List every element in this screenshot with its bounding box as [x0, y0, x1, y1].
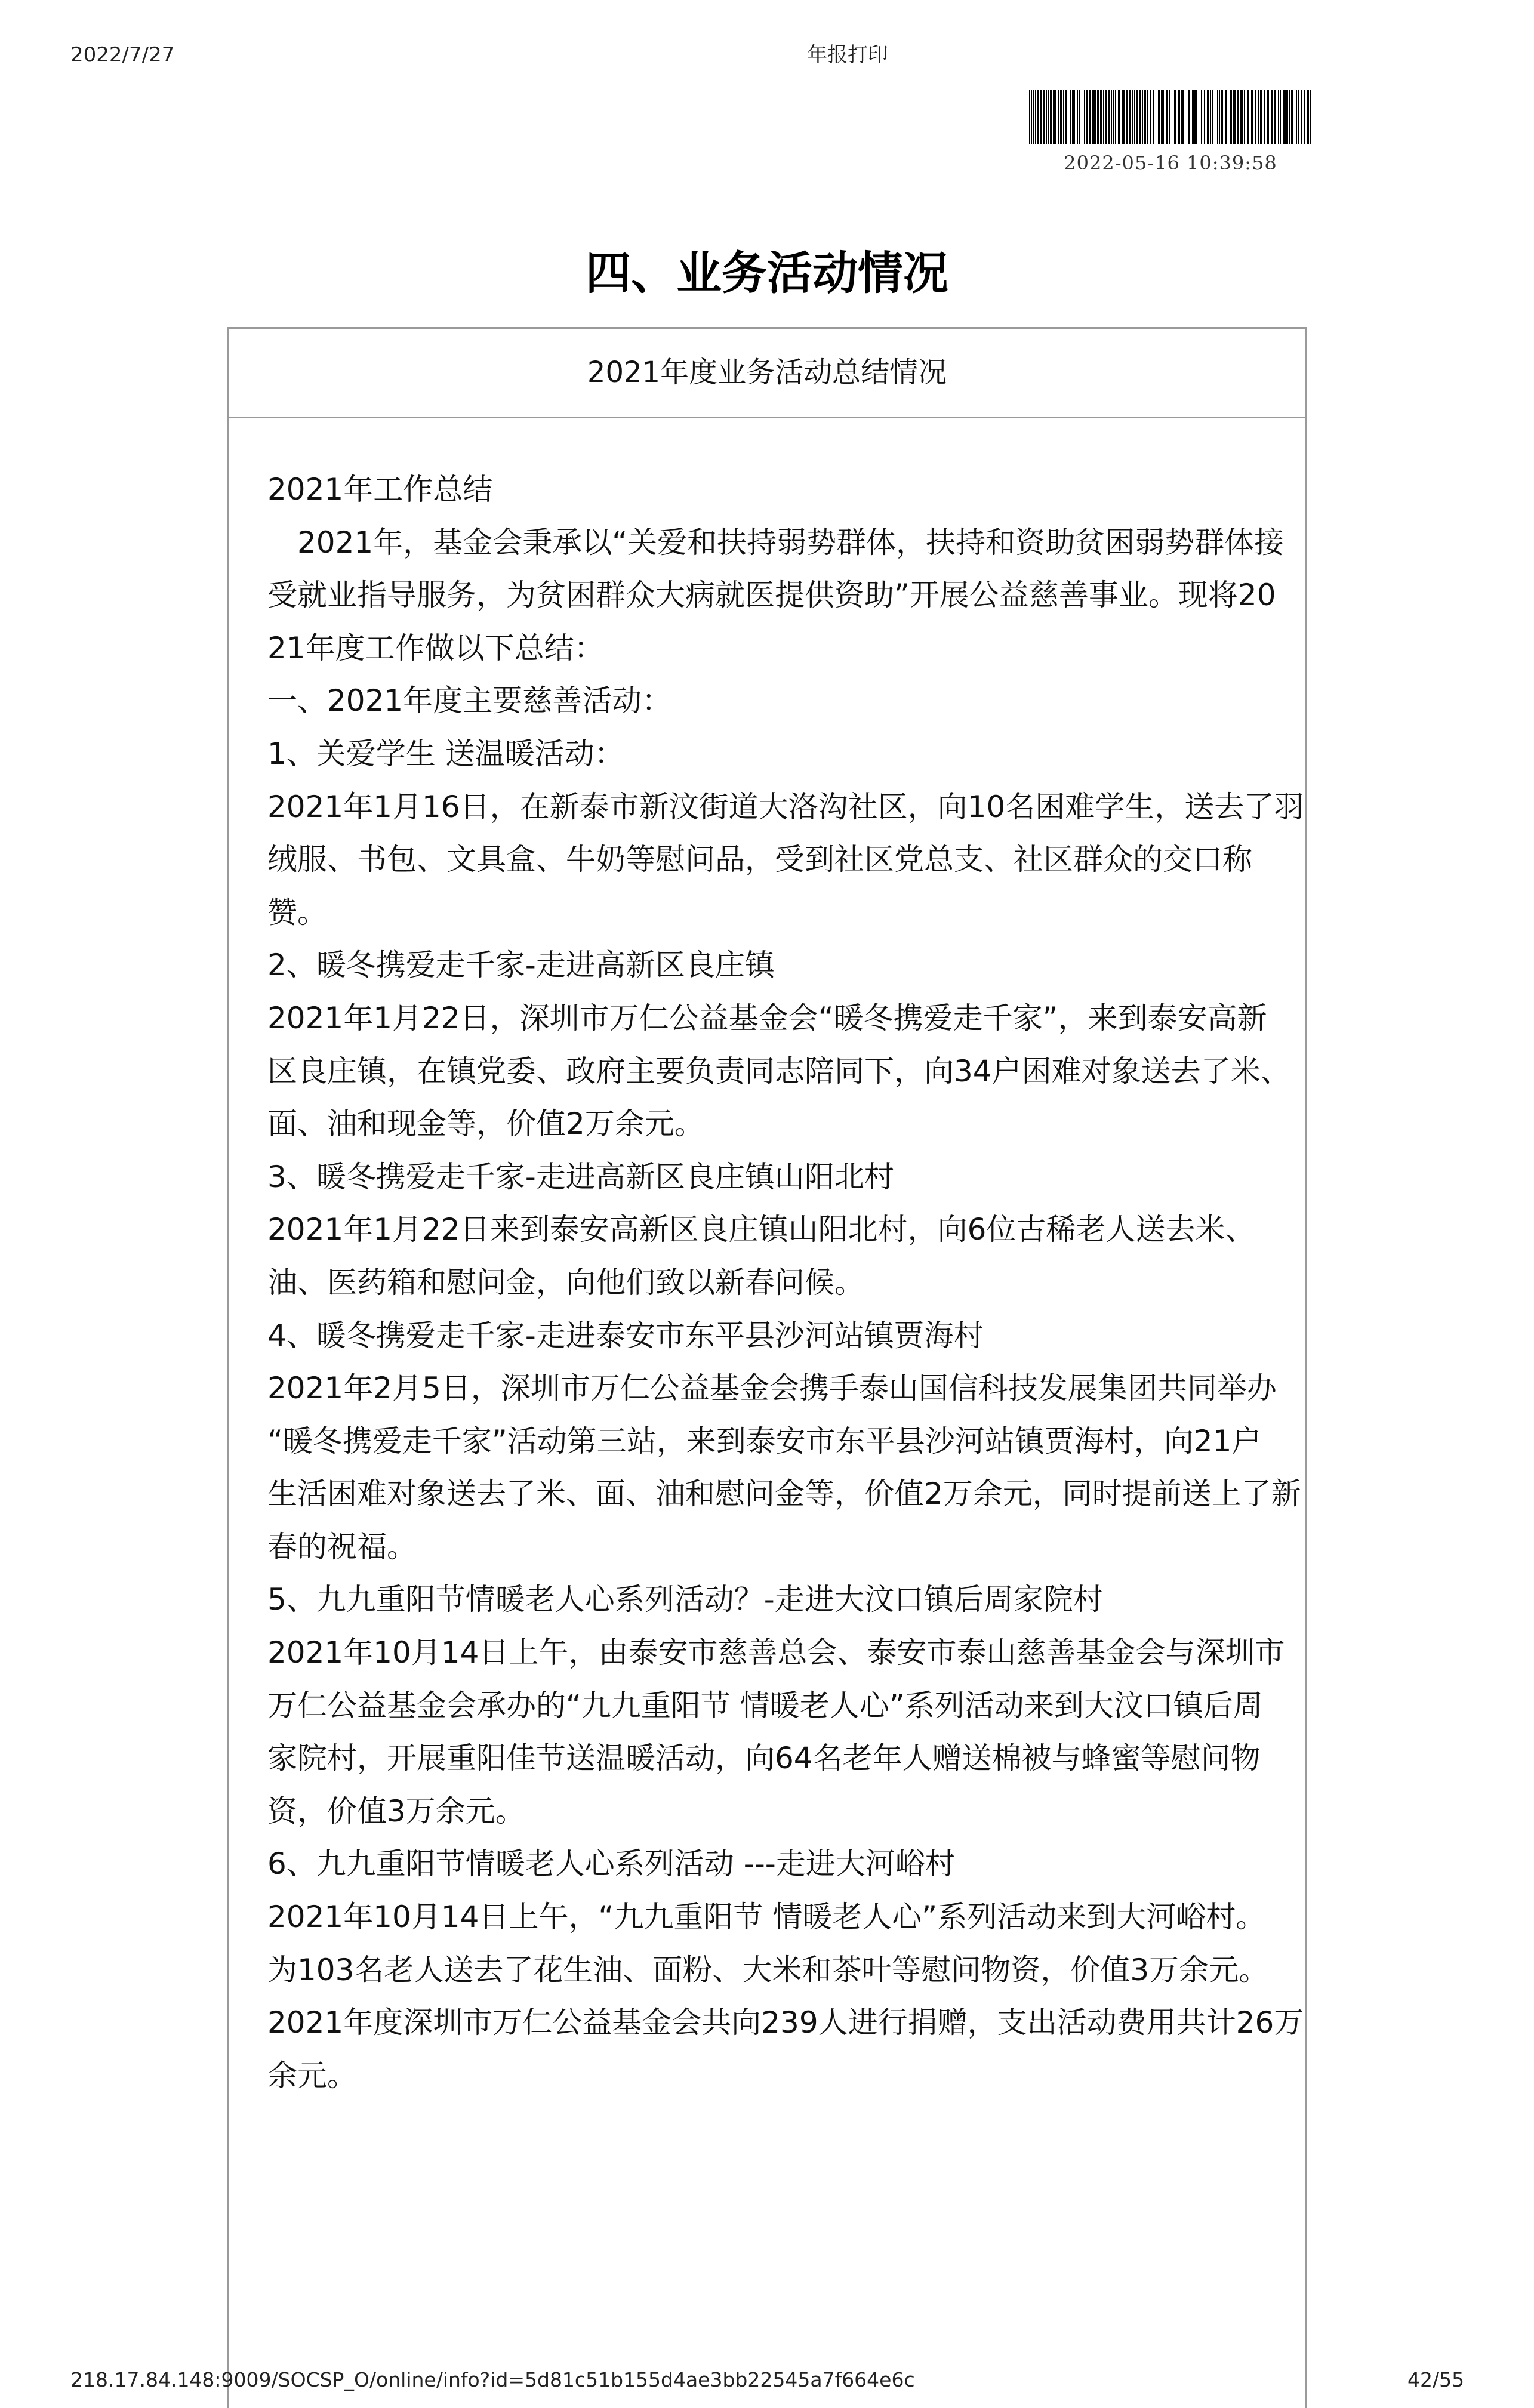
print-header-title: 年报打印: [807, 43, 888, 67]
text-line: 受就业指导服务，为贫困群众大病就医提供资助”开展公益慈善事业。现将20: [267, 578, 1276, 613]
summary-table: [227, 327, 1307, 2408]
summary-body: [267, 463, 1304, 2102]
text-line: 绒服、书包、文具盒、牛奶等慰问品，受到社区党总支、社区群众的交口称: [267, 842, 1252, 877]
text-line: 一、2021年度主要慈善活动：: [267, 683, 672, 719]
footer-url: 218.17.84.148:9009/SOCSP_O/online/info?id=5d81c51b155d4ae3bb22545a7f664e6c: [70, 2368, 915, 2391]
text-line: 为103名老人送去了花生油、面粉、大米和茶叶等慰问物资，价值3万余元。: [267, 1952, 1269, 1987]
barcode-icon: [1028, 90, 1313, 144]
text-line: 6、九九重阳节情暖老人心系列活动 ---走进大河峪村: [267, 1846, 955, 1882]
text-line: 油、医药箱和慰问金，向他们致以新春问候。: [267, 1265, 864, 1300]
text-line: 2021年10月14日上午，由泰安市慈善总会、泰安市泰山慈善基金会与深圳市: [267, 1635, 1285, 1670]
text-line: 资，价值3万余元。: [267, 1793, 525, 1829]
text-line: 4、暖冬携爱走千家-走进泰安市东平县沙河站镇贾海村: [267, 1318, 984, 1353]
text-line: 2021年，基金会秉承以“关爱和扶持弱势群体，扶持和资助贫困弱势群体接: [267, 525, 1285, 560]
page-number: 42/55: [1407, 2368, 1465, 2391]
text-line: 3、暖冬携爱走千家-走进高新区良庄镇山阳北村: [267, 1159, 894, 1194]
text-line: 21年度工作做以下总结：: [267, 630, 604, 665]
text-line: 2021年1月16日，在新泰市新汶街道大洛沟社区，向10名困难学生，送去了羽: [267, 789, 1304, 824]
text-line: 2021年度深圳市万仁公益基金会共向239人进行捐赠，支出活动费用共计26万: [267, 2005, 1304, 2040]
text-line: “暖冬携爱走千家”活动第三站，来到泰安市东平县沙河站镇贾海村，向21户: [267, 1423, 1262, 1459]
text-line: 5、九九重阳节情暖老人心系列活动？-走进大汶口镇后周家院村: [267, 1582, 1103, 1617]
text-line: 春的祝福。: [267, 1529, 417, 1564]
page-title: 四、业务活动情况: [586, 246, 948, 300]
barcode-timestamp: 2022-05-16 10:39:58: [1064, 152, 1277, 174]
text-line: 万仁公益基金会承办的“九九重阳节 情暖老人心”系列活动来到大汶口镇后周: [267, 1688, 1263, 1723]
text-line: 2021年2月5日，深圳市万仁公益基金会携手泰山国信科技发展集团共同举办: [267, 1371, 1277, 1406]
text-line: 2021年1月22日，深圳市万仁公益基金会“暖冬携爱走千家”，来到泰安高新: [267, 1000, 1267, 1035]
text-line: 生活困难对象送去了米、面、油和慰问金等，价值2万余元，同时提前送上了新: [267, 1476, 1301, 1512]
text-line: 1、关爱学生 送温暖活动：: [267, 736, 624, 771]
text-line: 2021年10月14日上午，“九九重阳节 情暖老人心”系列活动来到大河峪村。: [267, 1900, 1266, 1935]
text-line: 赞。: [267, 895, 327, 930]
text-line: 2021年工作总结: [267, 472, 493, 507]
text-line: 2021年1月22日来到泰安高新区良庄镇山阳北村，向6位古稀老人送去米、: [267, 1212, 1255, 1247]
text-line: 2、暖冬携爱走千家-走进高新区良庄镇: [267, 948, 775, 983]
text-line: 区良庄镇，在镇党委、政府主要负责同志陪同下，向34户困难对象送去了米、: [267, 1053, 1290, 1089]
print-date: 2022/7/27: [70, 43, 175, 67]
text-line: 面、油和现金等，价值2万余元。: [267, 1106, 704, 1142]
text-line: 余元。: [267, 2058, 357, 2093]
table-heading: 2021年度业务活动总结情况: [229, 329, 1305, 418]
text-line: 家院村，开展重阳佳节送温暖活动，向64名老年人赠送棉被与蜂蜜等慰问物: [267, 1741, 1261, 1776]
